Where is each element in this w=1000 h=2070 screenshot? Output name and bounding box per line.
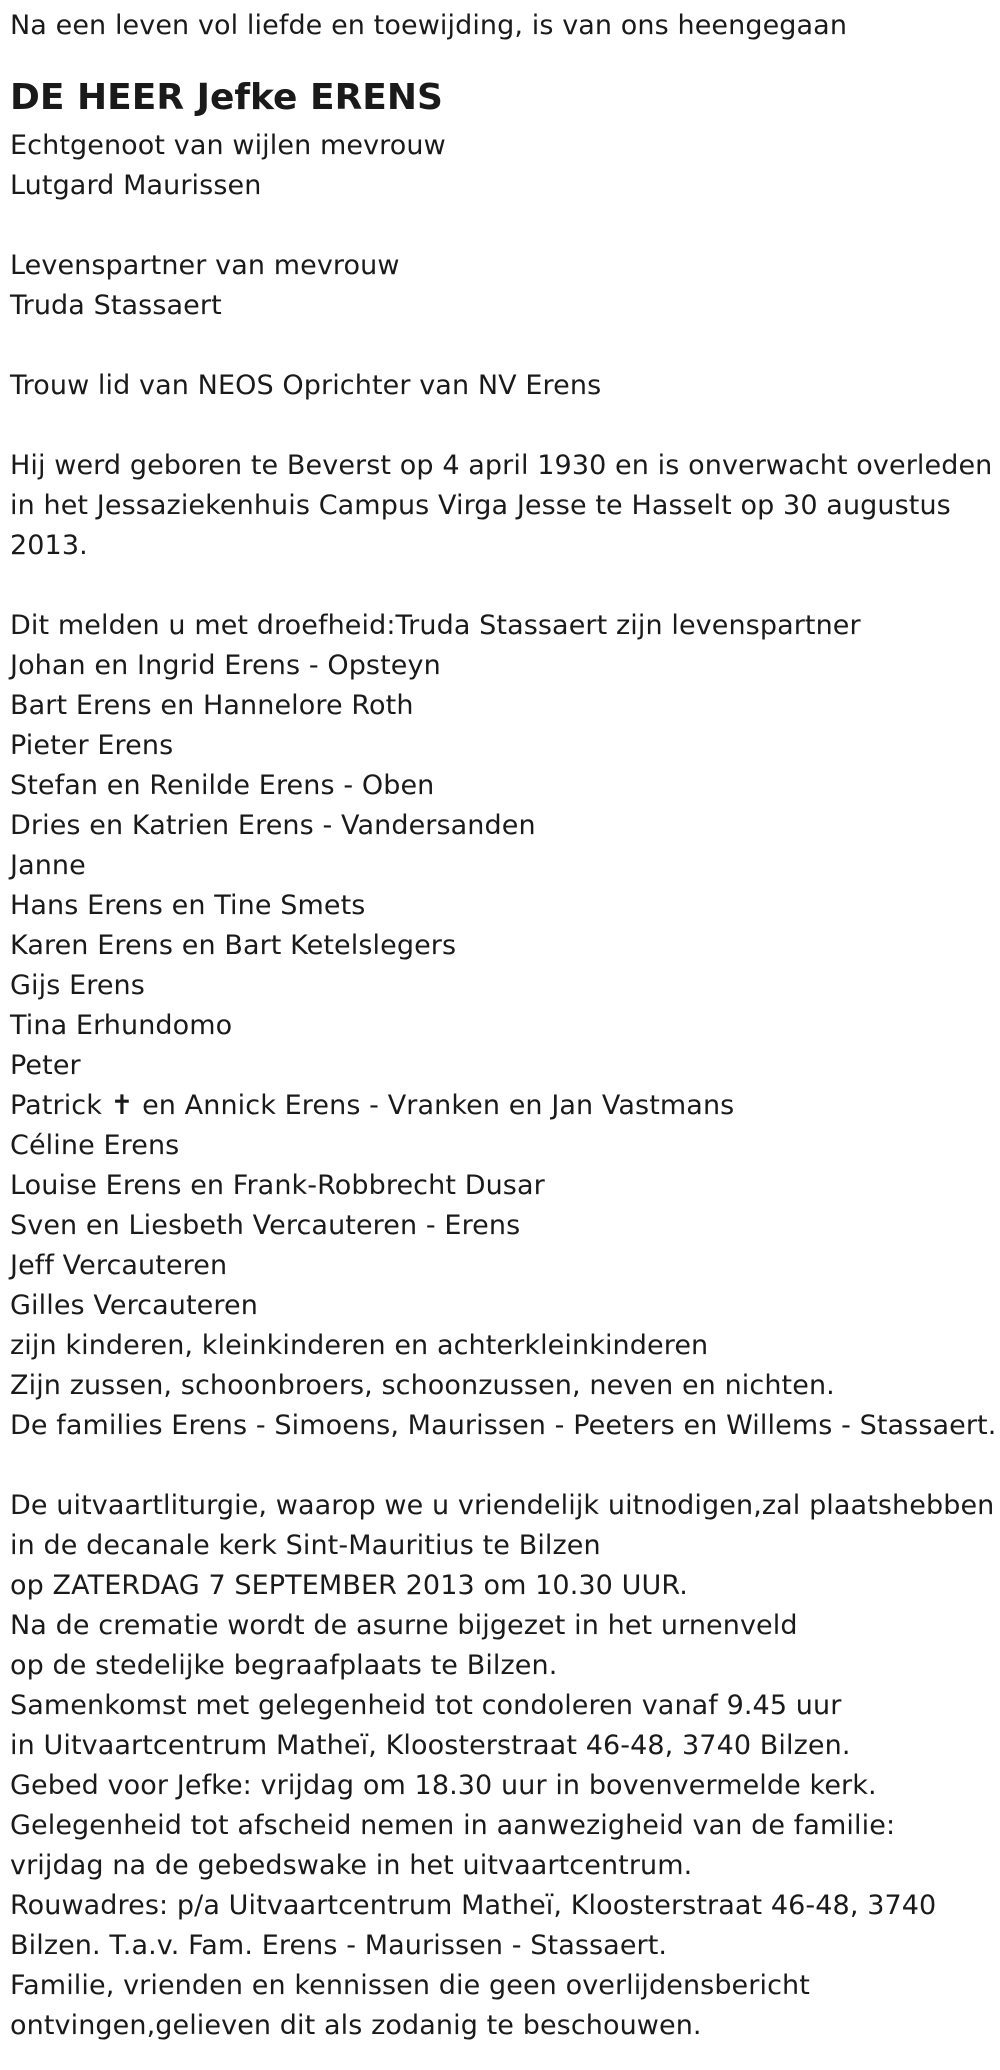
ceremony-line: De uitvaartliturgie, waarop we u vriendelijk uitnodigen,zal plaatshebben [10,1490,995,1521]
mourner-line: Johan en Ingrid Erens - Opsteyn [10,650,441,681]
mourner-line: Louise Erens en Frank-Robbrecht Dusar [10,1170,545,1201]
ceremony-line: in Uitvaartcentrum Matheï, Kloosterstraat 46-48, 3740 Bilzen. [10,1730,851,1761]
spouse-line: Echtgenoot van wijlen mevrouw [10,130,446,161]
mourner-line: Tina Erhundomo [10,1010,233,1041]
mourner-line: De families Erens - Simoens, Maurissen - Peeters en Willems - Stassaert. [10,1410,997,1441]
ceremony-line: vrijdag na de gebedswake in het uitvaartcentrum. [10,1850,693,1881]
mourner-line: Dries en Katrien Erens - Vandersanden [10,810,536,841]
mourner-line: Peter [10,1050,81,1081]
mourners-list [10,606,997,1446]
mourner-line: Gilles Vercauteren [10,1290,258,1321]
birth-death-line: 2013. [10,530,88,561]
membership-line: Trouw lid van NEOS Oprichter van NV Erens [10,370,602,401]
birth-death-line: Hij werd geboren te Beverst op 4 april 1930 en is onverwacht overleden [10,450,993,481]
ceremony-line: Gelegenheid tot afscheid nemen in aanwezigheid van de familie: [10,1810,896,1841]
ceremony-details [10,1486,995,2046]
mourner-line: Sven en Liesbeth Vercauteren - Erens [10,1210,521,1241]
deceased-name: DE HEER Jefke ERENS [10,77,443,118]
partner-name: Truda Stassaert [10,290,222,321]
mourner-line: Gijs Erens [10,970,145,1001]
mourner-line: Janne [10,850,86,881]
mourner-line: Jeff Vercauteren [10,1250,228,1281]
ceremony-line: Bilzen. T.a.v. Fam. Erens - Maurissen - Stassaert. [10,1930,668,1961]
ceremony-line: Na de crematie wordt de asurne bijgezet in het urnenveld [10,1610,798,1641]
partner-line: Levenspartner van mevrouw [10,250,400,281]
mourner-line: Céline Erens [10,1130,180,1161]
ceremony-line: ontvingen,gelieven dit als zodanig te beschouwen. [10,2010,702,2041]
ceremony-line: Rouwadres: p/a Uitvaartcentrum Matheï, Kloosterstraat 46-48, 3740 [10,1890,937,1921]
ceremony-line: op de stedelijke begraafplaats te Bilzen. [10,1650,558,1681]
mourner-line: Stefan en Renilde Erens - Oben [10,770,435,801]
spacer [10,1446,990,1486]
mourner-line: Dit melden u met droefheid:Truda Stassaert zijn levenspartner [10,610,861,641]
spacer [10,406,990,446]
mourner-line: Patrick ✝ en Annick Erens - Vranken en Jan Vastmans [10,1090,735,1121]
obituary-document [10,6,997,2046]
ceremony-line: op ZATERDAG 7 SEPTEMBER 2013 om 10.30 UUR. [10,1570,688,1601]
spacer [10,326,990,366]
mourner-line: zijn kinderen, kleinkinderen en achterkleinkinderen [10,1330,709,1361]
ceremony-line: Samenkomst met gelegenheid tot condoleren vanaf 9.45 uur [10,1690,842,1721]
spouse-name: Lutgard Maurissen [10,170,262,201]
intro-line: Na een leven vol liefde en toewijding, is van ons heengegaan [10,10,848,41]
mourner-line: Hans Erens en Tine Smets [10,890,366,921]
spacer [10,206,990,246]
birth-death-line: in het Jessaziekenhuis Campus Virga Jesse te Hasselt op 30 augustus [10,490,951,521]
mourner-line: Zijn zussen, schoonbroers, schoonzussen, neven en nichten. [10,1370,835,1401]
spacer [10,566,990,606]
ceremony-line: Familie, vrienden en kennissen die geen overlijdensbericht [10,1970,810,2001]
mourner-line: Bart Erens en Hannelore Roth [10,690,414,721]
mourner-line: Karen Erens en Bart Ketelslegers [10,930,457,961]
ceremony-line: in de decanale kerk Sint-Mauritius te Bilzen [10,1530,601,1561]
mourner-line: Pieter Erens [10,730,174,761]
ceremony-line: Gebed voor Jefke: vrijdag om 18.30 uur in bovenvermelde kerk. [10,1770,877,1801]
